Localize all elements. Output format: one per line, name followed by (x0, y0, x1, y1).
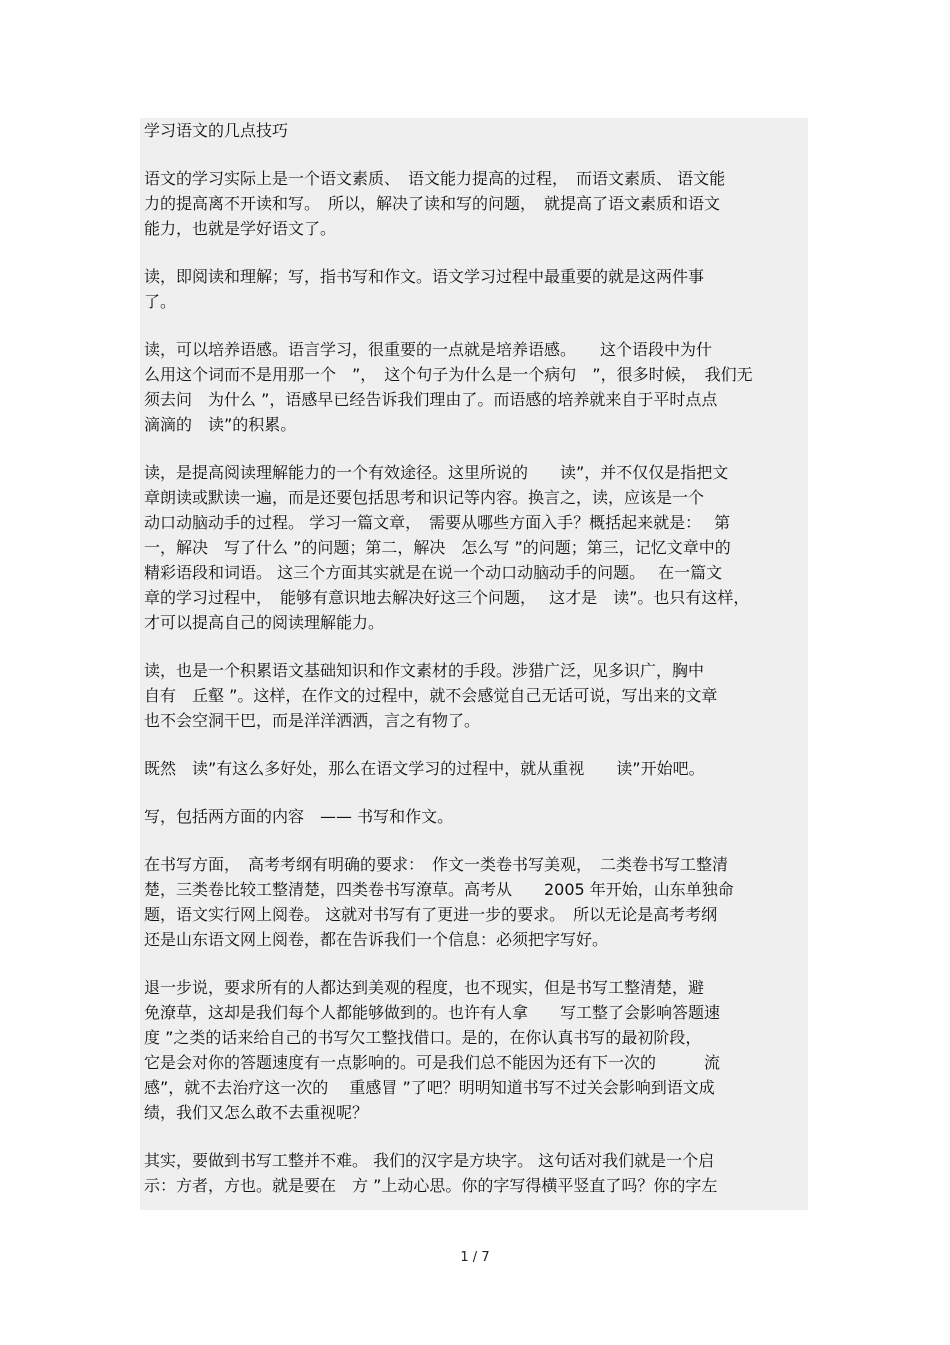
paragraph-line: 免潦草，这却是我们每个人都能够做到的。也许有人拿 写工整了会影响答题速 (144, 1003, 721, 1022)
paragraph-line: 才可以提高自己的阅读理解能力。 (144, 613, 385, 632)
paragraph-line: 绩，我们又怎么敢不去重视呢？ (144, 1103, 369, 1122)
paragraph (140, 460, 808, 635)
paragraph-line: 语文的学习实际上是一个语文素质、 语文能力提高的过程， 而语文素质、 语文能 (144, 169, 726, 188)
paragraph-line: 读，也是一个积累语文基础知识和作文素材的手段。涉猎广泛，见多识广，胸中 (144, 661, 705, 680)
paragraph-line: 退一步说，要求所有的人都达到美观的程度，也不现实，但是书写工整清楚，避 (144, 978, 705, 997)
paragraph-line: 楚，三类卷比较工整清楚，四类卷书写潦草。高考从 2005 年开始，山东单独命 (144, 880, 734, 899)
paragraph (140, 804, 808, 829)
document-title: 学习语文的几点技巧 (144, 121, 289, 140)
paragraph-line: 还是山东语文网上阅卷，都在告诉我们一个信息：必须把字写好。 (144, 930, 609, 949)
paragraph-line: 它是会对你的答题速度有一点影响的。可是我们总不能因为还有下一次的 流 (144, 1053, 721, 1072)
paragraph (140, 658, 808, 733)
paragraph-line: 也不会空洞干巴，而是洋洋洒洒，言之有物了。 (144, 711, 481, 730)
paragraph-line: 能力，也就是学好语文了。 (144, 219, 337, 238)
paragraph-line: 读，可以培养语感。语言学习，很重要的一点就是培养语感。 这个语段中为什 (144, 340, 713, 359)
paragraph-line: 章的学习过程中， 能够有意识地去解决好这三个问题， 这才是 读”。也只有这样， (144, 588, 750, 607)
paragraph-line: 在书写方面， 高考考纲有明确的要求： 作文一类卷书写美观， 二类卷书写工整清 (144, 855, 729, 874)
paragraph-line: 须去问 为什么 ”，语感早已经告诉我们理由了。而语感的培养就来自于平时点点 (144, 390, 718, 409)
paragraph (140, 1148, 808, 1198)
paragraph-line: 么用这个词而不是用那一个 ”， 这个句子为什么是一个病句 ”，很多时候， 我们无 (144, 365, 753, 384)
paragraph (140, 756, 808, 781)
document-body (140, 166, 808, 1198)
paragraph-line: 读，即阅读和理解；写，指书写和作文。语文学习过程中最重要的就是这两件事 (144, 267, 705, 286)
paragraph-line: 感”，就不去治疗这一次的 重感冒 ”了吧？明明知道书写不过关会影响到语文成 (144, 1078, 715, 1097)
paragraph-line: 度 ”之类的话来给自己的书写欠工整找借口。是的，在你认真书写的最初阶段， (144, 1028, 702, 1047)
paragraph (140, 852, 808, 952)
paragraph-line: 读，是提高阅读理解能力的一个有效途径。这里所说的 读”，并不仅仅是指把文 (144, 463, 729, 482)
paragraph-line: 一，解决 写了什么 ”的问题；第二，解决 怎么写 ”的问题；第三，记忆文章中的 (144, 538, 731, 557)
paragraph (140, 166, 808, 241)
paragraph-line: 动口动脑动手的过程。 学习一篇文章， 需要从哪些方面入手？概括起来就是： 第 (144, 513, 731, 532)
paragraph-line: 自有 丘壑 ”。这样，在作文的过程中，就不会感觉自己无话可说，写出来的文章 (144, 686, 718, 705)
paragraph-line: 力的提高离不开读和写。 所以，解决了读和写的问题， 就提高了语文素质和语文 (144, 194, 721, 213)
paragraph (140, 337, 808, 437)
paragraph-line: 其实，要做到书写工整并不难。 我们的汉字是方块字。 这句话对我们就是一个启 (144, 1151, 715, 1170)
paragraph-line: 精彩语段和词语。 这三个方面其实就是在说一个动口动脑动手的问题。 在一篇文 (144, 563, 723, 582)
paragraph-line: 题，语文实行网上阅卷。 这就对书写有了更进一步的要求。 所以无论是高考考纲 (144, 905, 718, 924)
paragraph-line: 示：方者，方也。就是要在 方 ”上动心思。你的字写得横平竖直了吗？你的字左 (144, 1176, 718, 1195)
paragraph-line: 既然 读”有这么多好处，那么在语文学习的过程中，就从重视 读”开始吧。 (144, 759, 705, 778)
page-number: 1 / 7 (460, 1250, 490, 1265)
paragraph-line: 写，包括两方面的内容 —— 书写和作文。 (144, 807, 454, 826)
document-page-content (140, 118, 808, 1210)
paragraph-line: 滴滴的 读”的积累。 (144, 415, 297, 434)
paragraph-line: 章朗读或默读一遍，而是还要包括思考和识记等内容。换言之，读，应该是一个 (144, 488, 705, 507)
paragraph-line: 了。 (144, 292, 177, 311)
paragraph (140, 264, 808, 314)
paragraph (140, 975, 808, 1125)
